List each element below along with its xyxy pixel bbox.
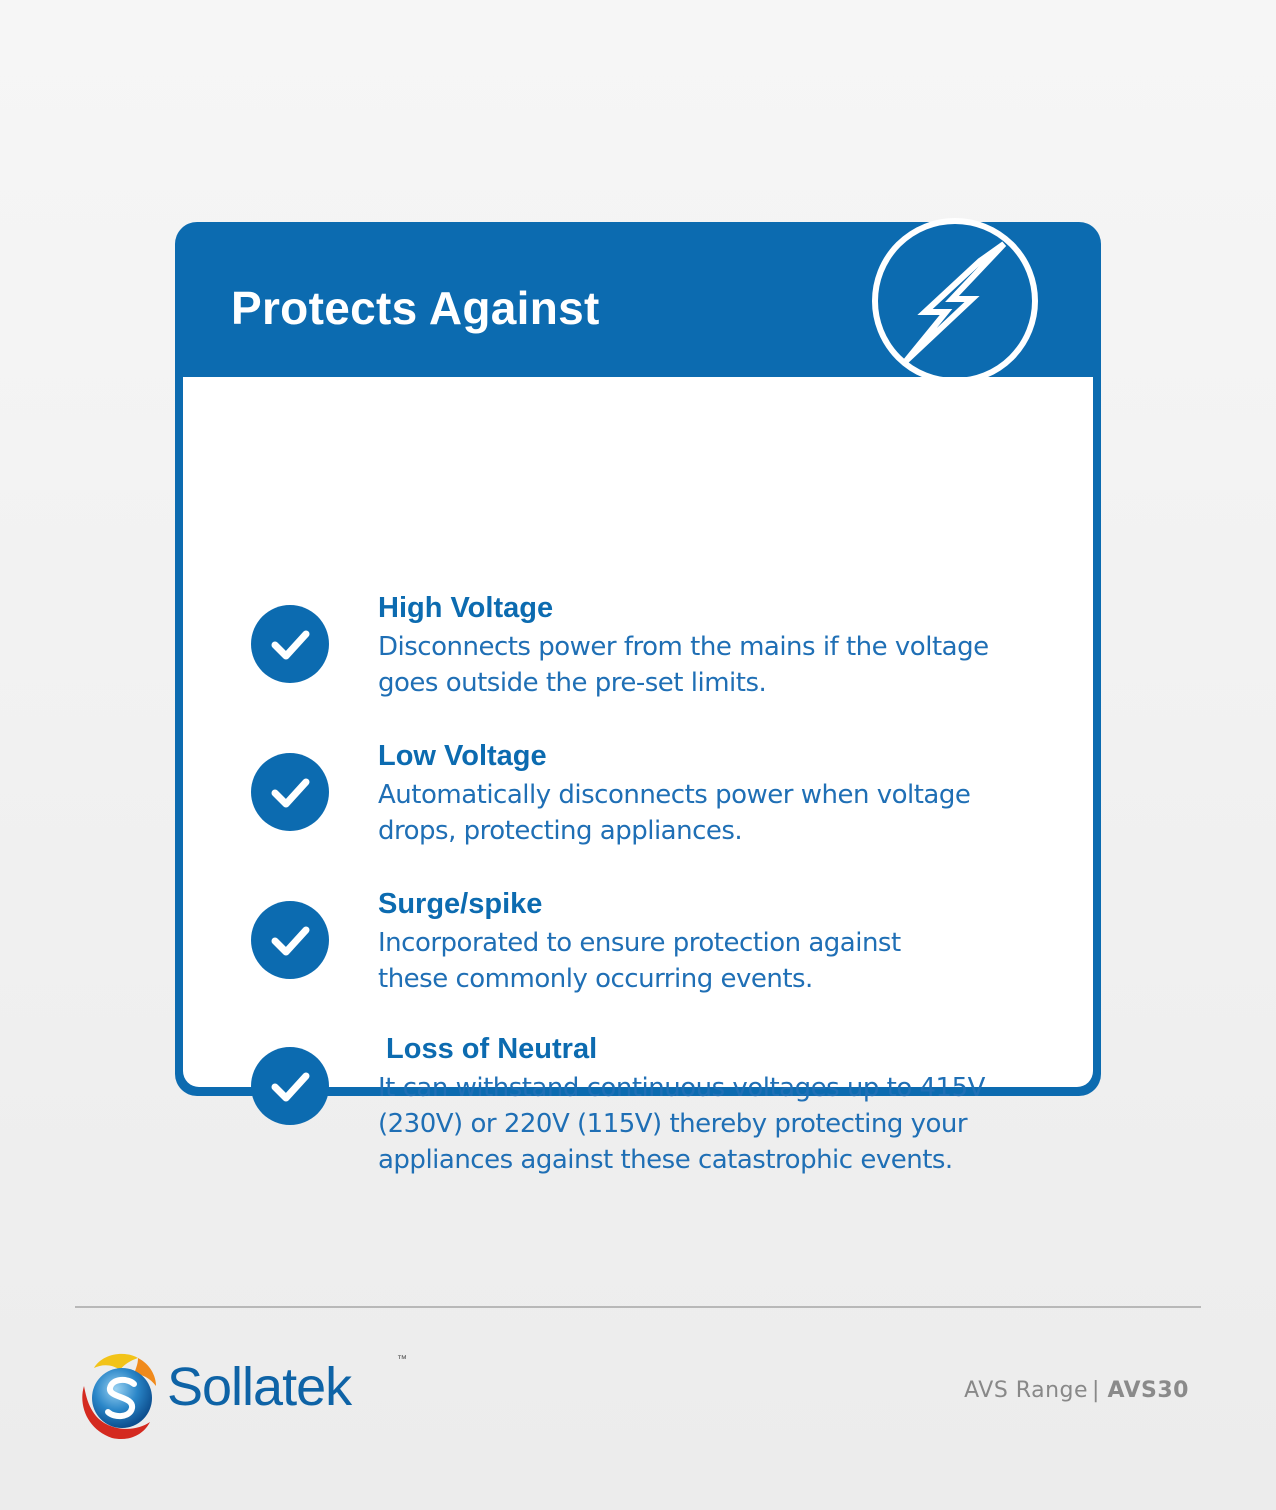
item-description: Disconnects power from the mains if the voltage goes outside the pre-set limits.: [378, 632, 989, 698]
check-circle-icon: [251, 1047, 329, 1125]
check-circle-icon: [251, 753, 329, 831]
item-title: Surge/spike: [378, 888, 543, 920]
model-number: AVS30: [1107, 1378, 1189, 1403]
trademark-symbol: ™: [397, 1354, 407, 1365]
item-description: Automatically disconnects power when voltage drops, protecting appliances.: [378, 780, 971, 846]
card-title: Protects Against: [231, 282, 600, 334]
range-separator: |: [1092, 1378, 1100, 1403]
lightning-bolt-icon: [868, 219, 1042, 383]
range-label: AVS Range: [964, 1378, 1089, 1403]
sollatek-logo: [72, 1346, 432, 1446]
item-title: High Voltage: [378, 592, 554, 624]
check-circle-icon: [251, 605, 329, 683]
item-description: It can withstand continuous voltages up to 415V (230V) or 220V (115V) thereby protecting your appliances against these catastrophic events.: [378, 1073, 985, 1175]
sollatek-logo-icon: [72, 1346, 162, 1442]
item-title: Loss of Neutral: [378, 1033, 598, 1065]
item-title: Low Voltage: [378, 740, 547, 772]
item-description: Incorporated to ensure protection against these commonly occurring events.: [378, 928, 901, 994]
product-range: [964, 1373, 1189, 1409]
protects-against-card: [175, 222, 1101, 1175]
check-circle-icon: [251, 901, 329, 979]
card-body: [183, 377, 1093, 1175]
brand-name: Sollatek: [167, 1357, 352, 1417]
footer-divider: [75, 1306, 1201, 1308]
